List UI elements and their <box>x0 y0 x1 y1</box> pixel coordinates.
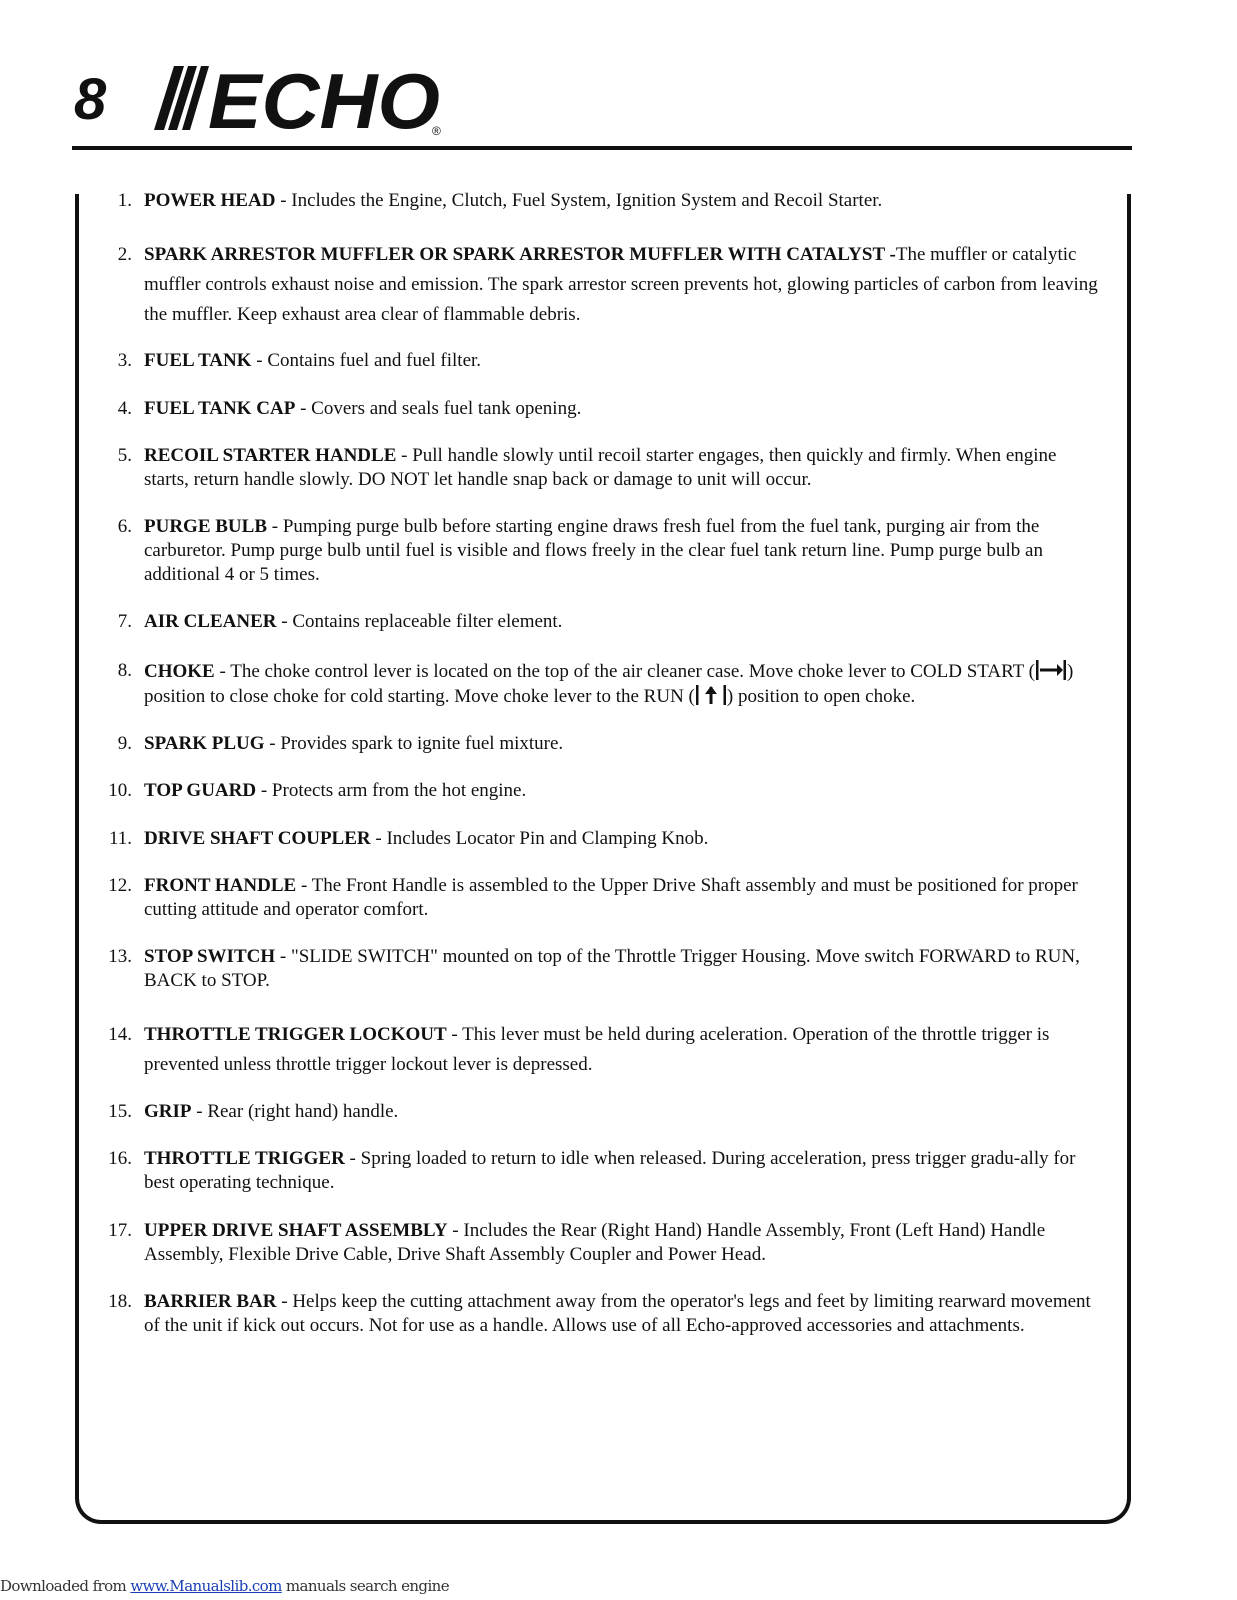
list-item: 13. STOP SWITCH - "SLIDE SWITCH" mounted on top of the Throttle Trigger Housing. Move switch FORWARD to RUN, BACK to STOP. <box>108 946 1080 991</box>
list-item: 18. BARRIER BAR - Helps keep the cutting attachment away from the operator's legs and feet by limiting rearward movement of the unit if kick out occurs. Not for use as a handle. Allows use of all Echo-approved accessories and attachments. <box>108 1291 1091 1336</box>
footer-prefix: Downloaded from <box>0 1577 131 1595</box>
list-item: 4. FUEL TANK CAP - Covers and seals fuel tank opening. <box>117 398 582 419</box>
list-item: 7. AIR CLEANER - Contains replaceable filter element. <box>117 611 563 632</box>
list-item: 5. RECOIL STARTER HANDLE - Pull handle slowly until recoil starter engages, then quickly and firmly. When engine starts, return handle slowly. DO NOT let handle snap back or damage to unit will occur. <box>117 445 1057 490</box>
download-footer <box>0 1577 449 1595</box>
list-item: 3. FUEL TANK - Contains fuel and fuel filter. <box>117 350 482 371</box>
list-item: 15. GRIP - Rear (right hand) handle. <box>108 1101 399 1122</box>
list-item: 11. DRIVE SHAFT COUPLER - Includes Locator Pin and Clamping Knob. <box>108 828 709 849</box>
list-item: 6. PURGE BULB - Pumping purge bulb before starting engine draws fresh fuel from the fuel tank, purging air from the carburetor. Pump purge bulb until fuel is visible and flows freely in the clear fuel tank return line. Pump purge bulb an additional 4 or 5 times. <box>117 516 1043 585</box>
choke-open-icon <box>695 684 727 706</box>
list-item: 17. UPPER DRIVE SHAFT ASSEMBLY - Includes the Rear (Right Hand) Handle Assembly, Front (Left Hand) Handle Assembly, Flexible Drive Cable, Drive Shaft Assembly Coupler and Power Head. <box>108 1220 1046 1265</box>
list-item-choke: 8. CHOKE - The choke control lever is located on the top of the air cleaner case. Move choke lever to COLD START ( ) position to close choke for cold starting. Move choke lever to the RUN ( ) position to open choke. <box>117 660 1074 707</box>
list-item: 12. FRONT HANDLE - The Front Handle is assembled to the Upper Drive Shaft assembly and must be positioned for proper cutting attitude and operator comfort. <box>108 875 1078 920</box>
svg-text:ECHO: ECHO <box>208 64 440 136</box>
list-item: 14. THROTTLE TRIGGER LOCKOUT - This lever must be held during aceleration. Operation of the throttle trigger is prevented unless throttle trigger lockout lever is depressed. <box>108 1024 1050 1075</box>
header-rule <box>72 146 1132 150</box>
list-item: 1. POWER HEAD - Includes the Engine, Clutch, Fuel System, Ignition System and Recoil Starter. <box>117 190 883 211</box>
list-item: 9. SPARK PLUG - Provides spark to ignite fuel mixture. <box>117 733 564 754</box>
echo-logo <box>150 64 450 136</box>
svg-text:®: ® <box>432 124 441 136</box>
list-item: 16. THROTTLE TRIGGER - Spring loaded to return to idle when released. During acceleration, press trigger gradu-ally for best operating technique. <box>108 1148 1076 1193</box>
manualslib-link[interactable]: www.Manualslib.com <box>130 1577 282 1595</box>
list-item: 2. SPARK ARRESTOR MUFFLER OR SPARK ARRESTOR MUFFLER WITH CATALYST -The muffler or catalytic muffler controls exhaust noise and emission. The spark arrestor screen prevents hot, glowing particles of carbon from leaving the muffler. Keep exhaust area clear of flammable debris. <box>117 244 1098 325</box>
list-item: 10. TOP GUARD - Protects arm from the hot engine. <box>108 780 527 801</box>
choke-closed-icon <box>1035 659 1067 681</box>
page-number: 8 <box>74 67 107 132</box>
footer-suffix: manuals search engine <box>281 1577 449 1595</box>
